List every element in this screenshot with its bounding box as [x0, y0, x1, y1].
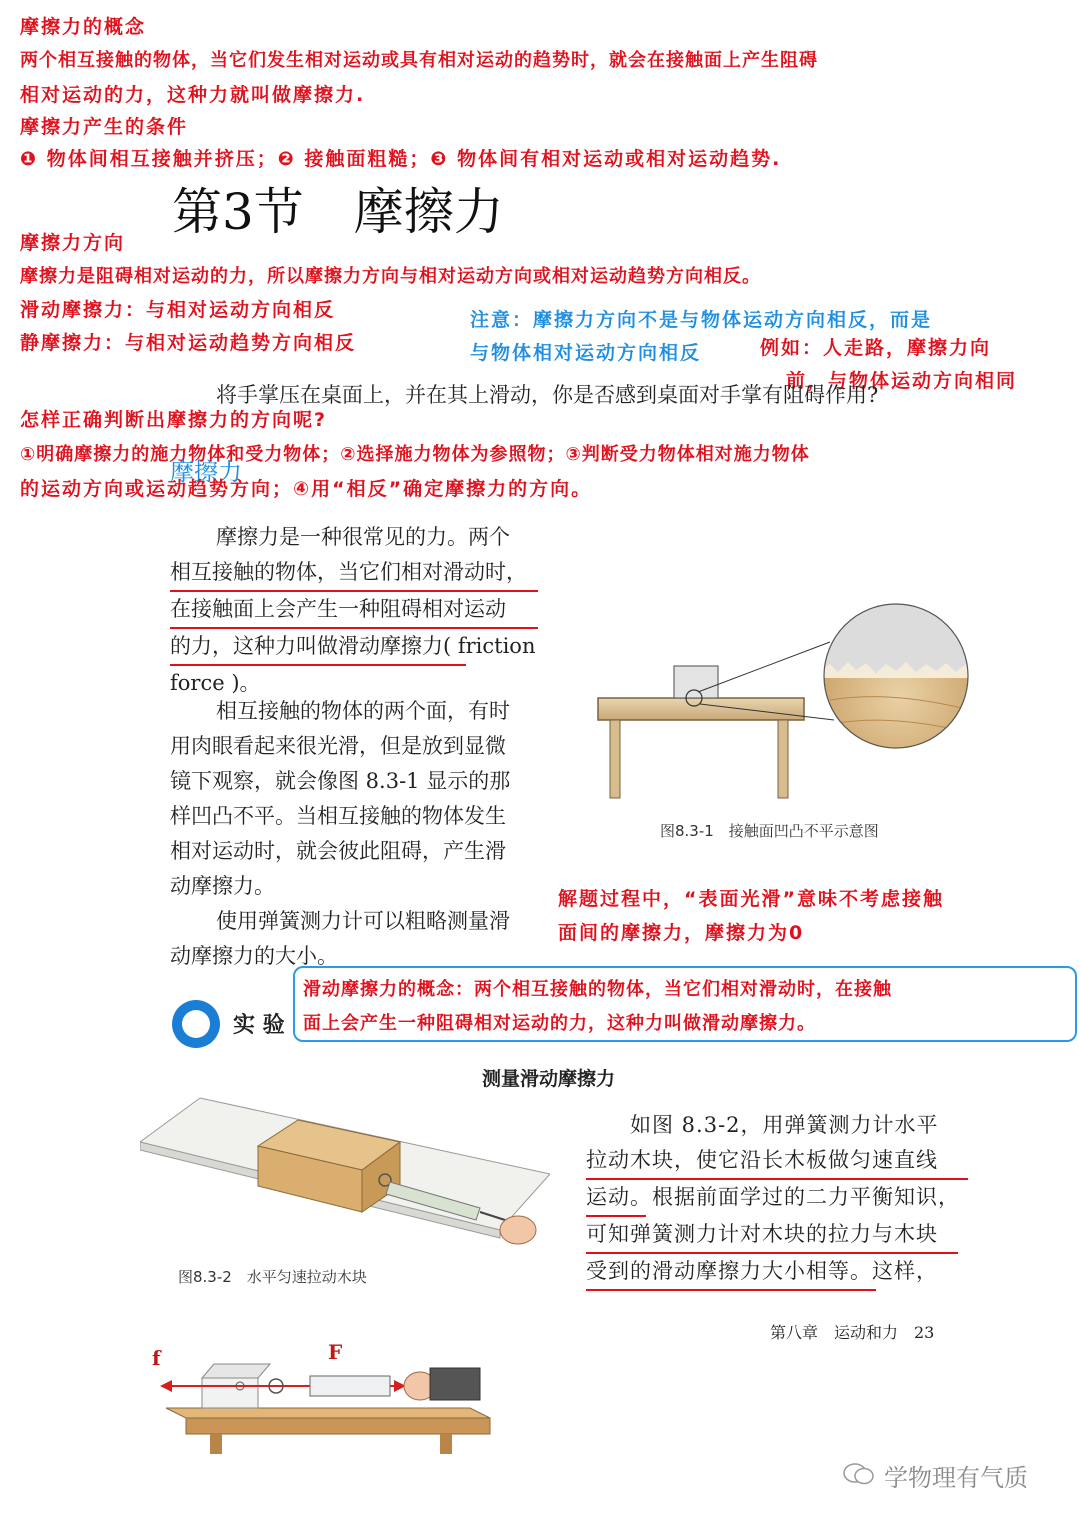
para4-line: 受到的滑动摩擦力大小相等。这样， — [586, 1259, 938, 1283]
box-line-1: 滑动摩擦力的概念：两个相互接触的物体，当它们相对滑动时，在接触 — [303, 979, 892, 1000]
force-label-F: F — [328, 1340, 343, 1364]
watermark-text: 学物理有气质 — [884, 1464, 1028, 1492]
condition-heading: 摩擦力产生的条件 — [20, 116, 189, 138]
static-direction: 静摩擦力：与相对运动趋势方向相反 — [20, 332, 357, 354]
concept-heading: 摩擦力的概念 — [20, 16, 147, 38]
section-title: 第3节 摩擦力 — [172, 183, 504, 241]
para1-line: force )。 — [170, 671, 261, 695]
judge-line-1: ①明确摩擦力的施力物体和受力物体；②选择施力物体为参照物；③判断受力物体相对施力物体 — [20, 444, 810, 465]
sliding-direction: 滑动摩擦力：与相对运动方向相反 — [20, 299, 336, 321]
figure-8-3-2 — [140, 1090, 550, 1270]
concept-line-1: 两个相互接触的物体，当它们发生相对运动或具有相对运动的趋势时，就会在接触面上产生阻碍 — [20, 50, 818, 71]
figure-8-3-2-caption: 图8.3-2 水平匀速拉动木块 — [178, 1268, 367, 1286]
para4-line: 可知弹簧测力计对木块的拉力与木块 — [586, 1222, 938, 1246]
smooth-note-line-1: 解题过程中，“表面光滑”意味不考虑接触 — [558, 888, 944, 910]
intro-text: 将手掌压在桌面上，并在其上滑动，你是否感到桌面对手掌有阻碍作用? — [216, 383, 879, 407]
para2-line: 用肉眼看起来很光滑，但是放到显微 — [170, 734, 506, 758]
direction-heading: 摩擦力方向 — [20, 232, 126, 254]
para3-line: 动摩擦力的大小。 — [170, 944, 338, 968]
para1-line: 相互接触的物体，当它们相对滑动时， — [170, 560, 527, 584]
para4-line: 运动。根据前面学过的二力平衡知识， — [586, 1185, 960, 1209]
figure-8-3-1-caption: 图8.3-1 接触面凹凸不平示意图 — [660, 822, 879, 840]
para1 — [170, 520, 542, 701]
para2-line: 动摩擦力。 — [170, 874, 275, 898]
experiment-icon — [172, 1000, 220, 1048]
note-line-1: 注意：摩擦力方向不是与物体运动方向相反，而是 — [470, 309, 933, 331]
example-line-2: 前，与物体运动方向相同 — [786, 370, 1018, 392]
para4-line: 如图 8.3-2，用弹簧测力计水平 — [630, 1113, 939, 1137]
condition-line: ❶ 物体间相互接触并挤压；❷ 接触面粗糙；❸ 物体间有相对运动或相对运动趋势. — [20, 148, 782, 170]
concept-line-2: 相对运动的力，这种力就叫做摩擦力. — [20, 84, 366, 106]
para2-line: 相互接触的物体的两个面，有时 — [216, 699, 510, 723]
direction-line: 摩擦力是阻碍相对运动的力，所以摩擦力方向与相对运动方向或相对运动趋势方向相反。 — [20, 266, 761, 287]
para4-line: 拉动木块，使它沿长木板做匀速直线 — [586, 1148, 938, 1172]
force-diagram — [150, 1338, 495, 1454]
figure-8-3-1 — [590, 600, 980, 810]
example-line-1: 例如：人走路，摩擦力向 — [760, 337, 992, 359]
para2-line: 样凹凸不平。当相互接触的物体发生 — [170, 804, 506, 828]
para1-line: 在接触面上会产生一种阻碍相对运动 — [170, 597, 506, 621]
wechat-icon — [842, 1462, 876, 1486]
para3-line: 使用弹簧测力计可以粗略测量滑 — [216, 909, 510, 933]
page-footer: 第八章 运动和力 23 — [770, 1323, 935, 1342]
subheading-friction: 摩擦力 — [170, 458, 242, 486]
note-line-2: 与物体相对运动方向相反 — [470, 342, 702, 364]
para2 — [170, 694, 542, 904]
experiment-label: 实 验 — [233, 1013, 285, 1038]
judge-question: 怎样正确判断出摩擦力的方向呢? — [20, 409, 328, 431]
force-label-f: f — [152, 1346, 161, 1370]
judge-line-2: 的运动方向或运动趋势方向；④用“相反”确定摩擦力的方向。 — [20, 478, 593, 500]
para2-line: 相对运动时，就会彼此阻碍，产生滑 — [170, 839, 506, 863]
experiment-title: 测量滑动摩擦力 — [482, 1068, 616, 1090]
para1-line: 摩擦力是一种很常见的力。两个 — [216, 525, 510, 549]
para4 — [586, 1108, 966, 1291]
para2-line: 镜下观察，就会像图 8.3-1 显示的那 — [170, 769, 511, 793]
smooth-note-line-2: 面间的摩擦力，摩擦力为0 — [558, 922, 805, 944]
box-line-2: 面上会产生一种阻碍相对运动的力，这种力叫做滑动摩擦力。 — [303, 1013, 816, 1034]
para1-line: 的力，这种力叫做滑动摩擦力( friction — [170, 634, 536, 658]
para3 — [170, 904, 542, 974]
